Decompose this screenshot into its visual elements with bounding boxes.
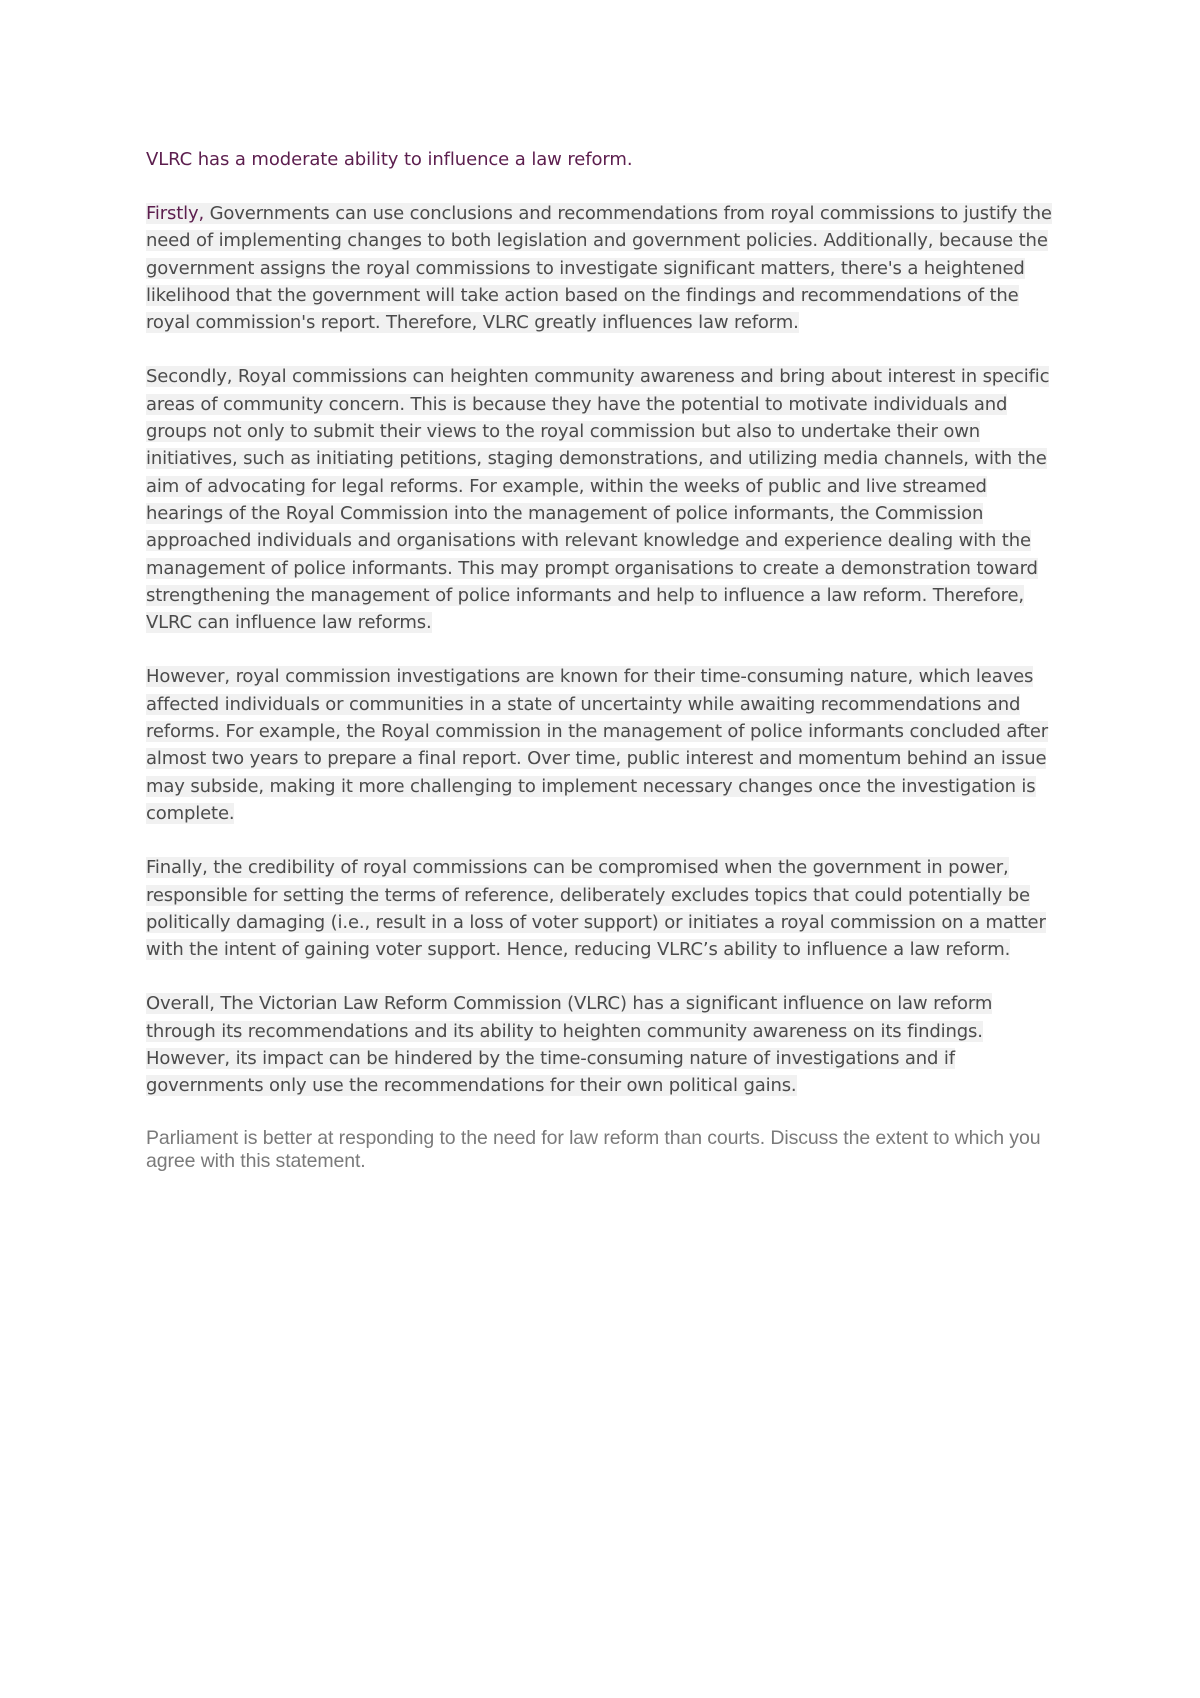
paragraph-overall	[146, 990, 1066, 1099]
paragraph-firstly-text: Governments can use conclusions and recommendations from royal commissions to justify the need of implementing changes to both legislation and government policies. Additionally, because the government assigns the royal commissions to investigate significant matters, there's a heightened likelihood that the government will take action based on the findings and recommendations of the royal commission's report. Therefore, VLRC greatly influences law reform.	[146, 203, 1052, 334]
document-heading: VLRC has a moderate ability to influence a law reform.	[146, 149, 633, 170]
paragraph-firstly	[146, 200, 1066, 336]
paragraph-however	[146, 663, 1066, 827]
paragraph-overall-text: Overall, The Victorian Law Reform Commission (VLRC) has a significant influence on law reform through its recommendations and its ability to heighten community awareness on its findings. However, its impact can be hindered by the time-consuming nature of investigations and if governments only use the recommendations for their own political gains.	[146, 993, 993, 1097]
paragraph-secondly	[146, 363, 1066, 636]
paragraph-firstly-lead: Firstly,	[146, 203, 205, 224]
essay-question: Parliament is better at responding to the need for law reform than courts. Discuss the extent to which you agree with this statement.	[146, 1126, 1041, 1172]
paragraph-finally-text: Finally, the credibility of royal commissions can be compromised when the government in power, responsible for setting the terms of reference, deliberately excludes topics that could potentially be politically damaging (i.e., result in a loss of voter support) or initiates a royal commission on a matter with the intent of gaining voter support. Hence, reducing VLRC’s ability to influence a law reform.	[146, 857, 1046, 961]
paragraph-firstly-highlight	[146, 203, 1052, 333]
document-body	[146, 146, 1066, 1173]
paragraph-however-text: However, royal commission investigations are known for their time-consuming nature, which leaves affected individuals or communities in a state of uncertainty while awaiting recommendations and reforms. For example, the Royal commission in the management of police informants concluded after almost two years to prepare a final report. Over time, public interest and momentum behind an issue may subside, making it more challenging to implement necessary changes once the investigation is complete.	[146, 666, 1049, 824]
paragraph-finally	[146, 854, 1066, 963]
paragraph-secondly-text: Secondly, Royal commissions can heighten community awareness and bring about interest in specific areas of community concern. This is because they have the potential to motivate individuals and groups not only to submit their views to the royal commission but also to undertake their own initiatives, such as initiating petitions, staging demonstrations, and utilizing media channels, with the aim of advocating for legal reforms. For example, within the weeks of public and live streamed hearings of the Royal Commission into the management of police informants, the Commission approached individuals and organisations with relevant knowledge and experience dealing with the management of police informants. This may prompt organisations to create a demonstration toward strengthening the management of police informants and help to influence a law reform. Therefore, VLRC can influence law reforms.	[146, 366, 1050, 634]
